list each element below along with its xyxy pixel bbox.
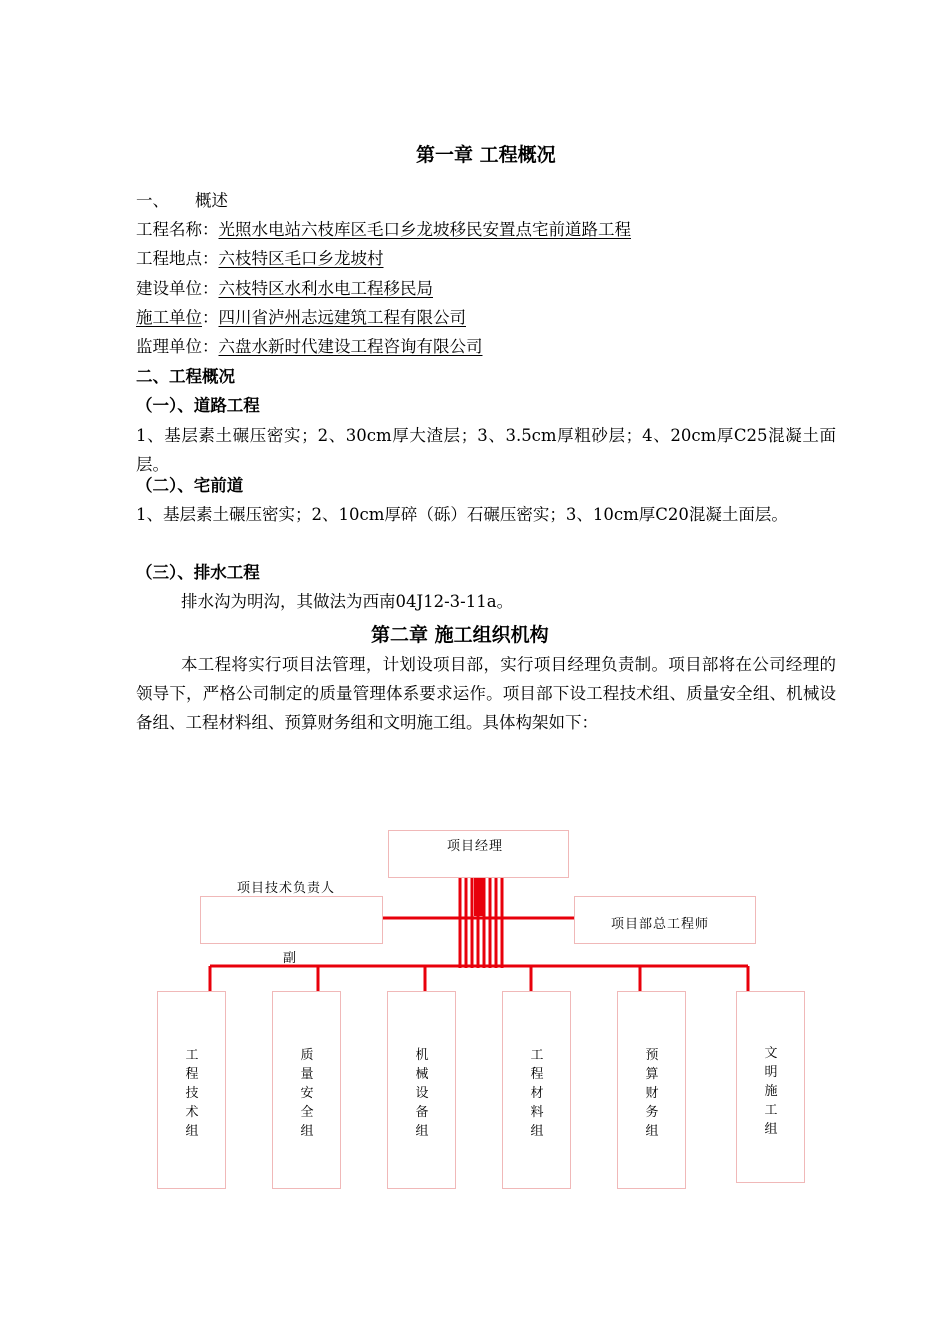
field-value: 四川省泸州志远建筑工程有限公司 <box>218 308 466 327</box>
field-project-name: 工程名称：光照水电站六枝库区毛口乡龙坡移民安置点宅前道路工程 <box>136 220 631 239</box>
project-manager-box <box>388 830 569 878</box>
chief-engineer-box <box>574 896 756 944</box>
group-label: 预算财务组 <box>645 1048 659 1139</box>
sub-1-title: （一）、道路工程 <box>136 396 260 415</box>
group-label: 文明施工组 <box>764 1046 778 1137</box>
section-2-heading: 二、工程概况 <box>136 367 235 386</box>
group-box-civilized-construction <box>736 991 805 1183</box>
group-label: 工程技术组 <box>185 1048 199 1139</box>
tech-lead-box <box>200 896 383 944</box>
deputy-label: 副 <box>283 951 298 966</box>
field-label: 工程地点 <box>136 249 202 268</box>
chief-engineer-label: 项目部总工程师 <box>611 917 710 932</box>
group-box-machinery <box>387 991 456 1189</box>
sub-3-text: 排水沟为明沟，其做法为西南04J12-3-11a。 <box>181 592 514 611</box>
field-value: 六枝特区毛口乡龙坡村 <box>218 249 384 268</box>
field-label: 监理单位 <box>136 337 202 356</box>
group-box-budget-finance <box>617 991 686 1189</box>
field-value: 六枝特区水利水电工程移民局 <box>218 279 433 298</box>
sub-2-title: （二）、宅前道 <box>136 476 244 495</box>
field-contractor: 施工单位：四川省泸州志远建筑工程有限公司 <box>136 308 466 327</box>
group-box-quality-safety <box>272 991 341 1189</box>
field-label: 施工单位 <box>136 308 202 327</box>
field-supervisor: 监理单位：六盘水新时代建设工程咨询有限公司 <box>136 337 483 356</box>
group-box-engineering-tech <box>157 991 226 1189</box>
section-1-label: 概述 <box>195 191 228 210</box>
field-label: 建设单位 <box>136 279 202 298</box>
group-label: 机械设备组 <box>415 1048 429 1139</box>
sub-1-text: 1、基层素土碾压密实；2、30cm厚大渣层；3、3.5cm厚粗砂层；4、20cm厚C25混凝土面层。 <box>136 426 836 474</box>
field-project-location: 工程地点：六枝特区毛口乡龙坡村 <box>136 249 384 268</box>
connector-drops <box>210 966 748 993</box>
project-manager-label: 项目经理 <box>447 839 504 854</box>
sub-2-text: 1、基层素土碾压密实；2、10cm厚碎（砾）石碾压密实；3、10cm厚C20混凝土面层。 <box>136 505 788 524</box>
tech-lead-label: 项目技术负责人 <box>237 881 336 896</box>
sub-3-title: （三）、排水工程 <box>136 563 260 582</box>
chapter-1-title: 第一章 工程概况 <box>416 144 556 166</box>
group-box-materials <box>502 991 571 1189</box>
field-value: 光照水电站六枝库区毛口乡龙坡移民安置点宅前道路工程 <box>218 220 631 239</box>
chapter-2-title: 第二章 施工组织机构 <box>371 624 549 646</box>
section-1-num: 一、 <box>136 191 169 210</box>
field-owner: 建设单位：六枝特区水利水电工程移民局 <box>136 279 433 298</box>
group-label: 质量安全组 <box>300 1048 314 1139</box>
group-label: 工程材料组 <box>530 1048 544 1139</box>
field-value: 六盘水新时代建设工程咨询有限公司 <box>218 337 483 356</box>
field-label: 工程名称 <box>136 220 202 239</box>
chapter-2-paragraph: 本工程将实行项目法管理，计划设项目部，实行项目经理负责制。项目部将在公司经理的领导下，严格公司制定的质量管理体系要求运作。项目部下设工程技术组、质量安全组、机械设备组、工程材料组、预算财务组和文明施工组。具体构架如下： <box>136 655 836 732</box>
